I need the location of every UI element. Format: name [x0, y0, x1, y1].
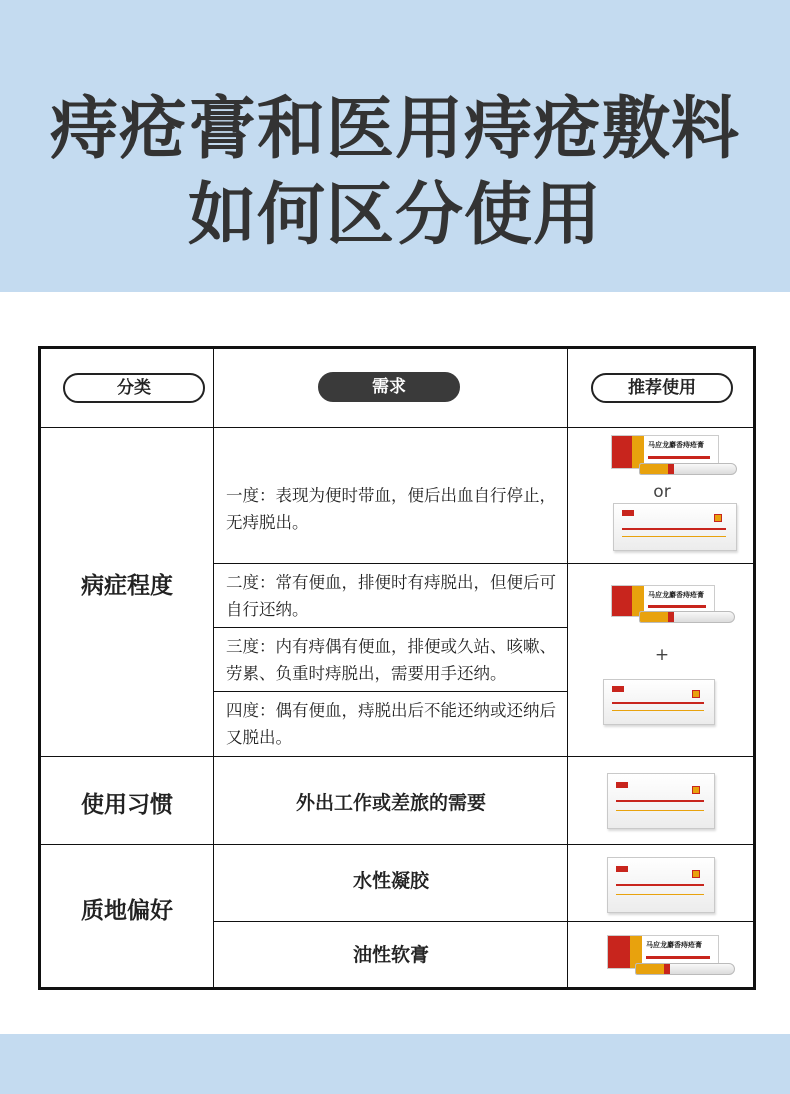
category-texture: 质地偏好	[81, 898, 173, 924]
dressing-pack-image	[607, 773, 715, 829]
dressing-pack-image	[607, 857, 715, 913]
category-habit: 使用习惯	[81, 792, 173, 818]
row-divider	[213, 921, 753, 922]
row-divider	[213, 563, 753, 564]
header-category: 分类	[63, 373, 205, 403]
dressing-pack-image	[603, 679, 715, 725]
ointment-tube-image	[639, 463, 737, 475]
header-recommend: 推荐使用	[591, 373, 733, 403]
page-title-line2: 如何区分使用	[187, 176, 602, 255]
row-divider	[213, 691, 567, 692]
ointment-tube-image	[635, 963, 735, 975]
page-title-line1: 痔疮膏和医用痔疮敷料	[49, 90, 740, 169]
need-degree1: 一度：表现为便时带血，便后出血自行停止，无痔脱出。	[226, 486, 556, 532]
dressing-pack-image	[613, 503, 737, 551]
footer-banner	[0, 1034, 790, 1094]
ointment-box-image: 马应龙麝香痔疮膏	[611, 435, 719, 469]
comparison-table	[38, 346, 756, 990]
row-divider	[41, 756, 753, 757]
category-severity: 病症程度	[81, 573, 173, 599]
header-need: 需求	[318, 372, 460, 402]
need-degree4: 四度：偶有便血，痔脱出后不能还纳或还纳后又脱出。	[226, 701, 556, 747]
need-degree2: 二度：常有便血，排便时有痔脱出，但便后可自行还纳。	[226, 573, 556, 619]
or-label: or	[653, 482, 671, 502]
column-divider	[567, 349, 568, 987]
need-travel: 外出工作或差旅的需要	[295, 792, 486, 814]
ointment-box-image: 马应龙麝香痔疮膏	[611, 585, 715, 617]
row-divider	[213, 627, 567, 628]
need-oil-ointment: 油性软膏	[352, 944, 429, 966]
row-divider	[41, 844, 753, 845]
header-banner	[0, 0, 790, 292]
ointment-tube-image	[639, 611, 735, 623]
row-divider	[41, 427, 753, 428]
need-water-gel: 水性凝胶	[352, 870, 429, 892]
need-degree3: 三度：内有痔偶有便血，排便或久站、咳嗽、劳累、负重时痔脱出，需要用手还纳。	[226, 637, 556, 683]
column-divider	[213, 349, 214, 987]
ointment-box-image: 马应龙麝香痔疮膏	[607, 935, 719, 969]
plus-label: +	[654, 645, 670, 665]
